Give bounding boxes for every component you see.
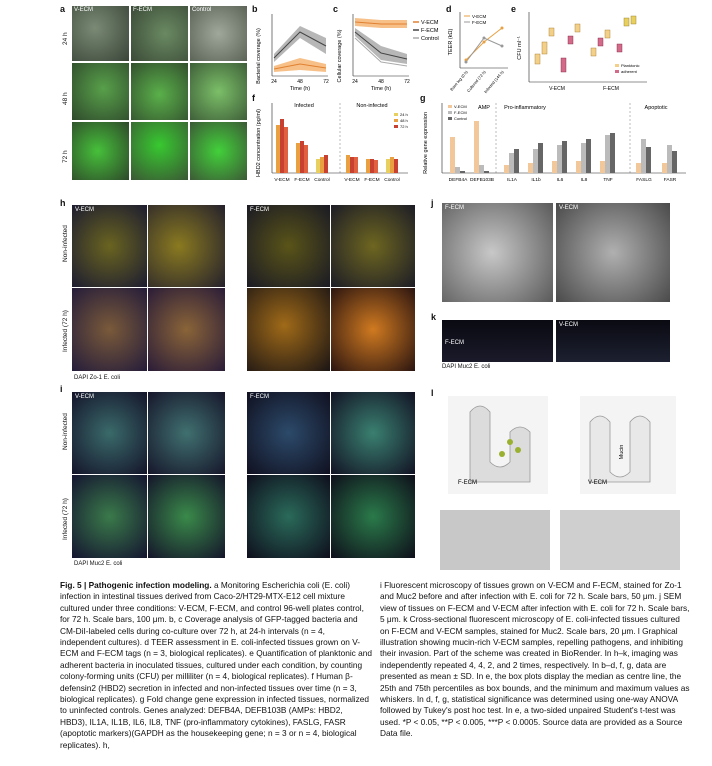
panel-a-col-control: Control [192,7,212,13]
panel-d-chart [446,8,510,100]
panel-f-xtick-3: V-ECM [344,178,360,183]
panel-k-stain-legend: DAPI Muc2 E. coli [442,364,491,370]
panel-a-image-vecm-72h [72,122,129,180]
panel-i-image-vecm-infected-zoom [148,475,225,558]
panel-h-image-fecm-infected [247,288,330,371]
panel-f-label: f [252,93,255,103]
panel-f-xtick-4: F-ECM [364,178,380,183]
caption-right [380,580,690,740]
panel-l-illustration [440,392,680,574]
panel-k-title-fecm: F-ECM [445,340,464,346]
panel-g-legend-control: Control [454,116,467,121]
panel-c-legend-vecm: V-ECM [421,20,439,26]
panel-j-image-fecm [442,203,553,302]
panel-g-section-apoptotic: Apoptotic [644,105,668,111]
panel-h-title-fecm: F-ECM [250,207,269,213]
panel-h-image-vecm-infected-zoom [148,288,225,371]
panel-l-label: l [431,388,434,398]
panel-h-image-fecm-noninfected [247,205,330,287]
panel-a-label: a [60,4,66,14]
panel-e-label: e [511,4,517,14]
panel-f-chart [252,97,412,189]
panel-c-ylabel: Cellular coverage (%) [337,29,343,83]
caption-left-text: a Monitoring Escherichia coli (E. coli) infection in intestinal tissues derived from Caco-2/HT29-MTX-E12 cell mixture cultured under three conditions: V-ECM, F-ECM, and control 96-well plates control, for 72 h. Scale bars, 100 μm. b, c Coverage analysis of GFP-tagged bacteria and CM-DiI-labeled cells during co-culture over 72 h, at 24-h intervals (n = 4, independent cultures). d TEER assessment in E. coli-infected tissues grown on V-ECM and F-ECM tags (n = 3, biological replicates). e Quantification of planktonic and adherent bacteria in inoculated tissues, cultured under each condition, by counting colony-forming units (CFU) per milliliter (n = 4, biological replicates). f Human β-defensin2 (HBD2) secretion in infected and non-infected tissues over time (n = 3, biological replicates). g Fold change gene expression in infected tissues, normalized to uninfected controls. Genes analyzed: DEFB4A, DEFB103B (AMPs: HBD2, HBD3), IL1A, IL1B, IL6, IL8, TNF (pro-inflammatory cytokines), FASLG, FASR (apoptotic markers)(GAPDH as the housekeeping gene; n = 3 or n = 4, biological replicates). h, [60,580,372,750]
panel-h-title-vecm: V-ECM [75,207,95,213]
panel-i-image-fecm-noninfected-zoom [331,392,415,474]
panel-d-xtick-0: Base log (0 h) [448,69,469,92]
panel-g-ylabel: Relative gene expression [423,112,429,174]
panel-i-label: i [60,384,63,394]
panel-d-legend-fecm: F-ECM [472,20,487,25]
panel-a-row-48h: 48 h [62,92,69,105]
panel-c-label: c [333,4,339,14]
panel-i-image-fecm-noninfected [247,392,330,474]
panel-a-row-24h: 24 h [62,32,69,45]
panel-f-xtick-5: Control [384,178,400,183]
panel-j-label: j [431,198,434,208]
panel-e-group-fecm: F-ECM [603,86,619,92]
panel-b-xlabel: Time (h) [289,86,311,92]
panel-c-xtick-48: 48 [378,79,384,85]
caption-heading: Fig. 5 | Pathogenic infection modeling. [60,580,212,590]
panel-g-gene-defb4a: DEFB4A [448,178,468,183]
caption-right-text: i Fluorescent microscopy of tissues grown on V-ECM and F-ECM, stained for Zo-1 and Muc2 before and after infection with E. coli for 72 h. Scale bars, 50 μm. j SEM view of tissues on F-ECM and V-ECM after infection with E. coli for 72 h. Scale bars, 5 μm. k Cross-sectional fluorescent microscopy of E. coli-infected tissues cultured on F-ECM and V-ECM samples, stained for Muc2. Scale bars, 20 μm. l Graphical illustration showing mucin-rich V-ECM samples, repelling pathogens, and inhibiting their invasion. Part of the scheme was created in BioRender. In h–k, imaging was independently repeated 4, 4, 2, and 2 times, respectively. In b–d, f, g, data are presented as mean ± SD. In e, the box plots display the median as centre line, the 25th and 75th percentiles as box bounds, and the minimum and maximum values as whiskers. In d, f, g, statistical significance was determined using one-way ANOVA followed by Tukey's post hoc test. In e, a two-sided unpaired Student's t-test was used. *P < 0.05, **P < 0.005, ***P < 0.0005. Source data are provided as a Source Data file. [380,580,690,739]
panel-k-image-fecm [442,320,553,362]
panel-f-legend-24h: 24 h [400,112,408,117]
panel-d-label: d [446,4,452,14]
panel-g-gene-il8: IL8 [580,178,588,183]
panel-i-image-vecm-noninfected [72,392,147,474]
panel-e-ylabel: CFU ml⁻¹ [517,36,523,60]
panel-f-section-noninfected: Non-infected [356,103,388,109]
panel-g-gene-defb103b: DEFB103B [470,178,494,183]
panel-i-image-vecm-infected [72,475,147,558]
panel-j-title-fecm: F-ECM [445,205,464,211]
panel-a-image-fecm-72h [131,122,188,180]
panel-k-title-vecm: V-ECM [559,322,579,328]
panel-h-image-vecm-infected [72,288,147,371]
panel-f-xtick-0: V-ECM [274,178,290,183]
panel-a-image-fecm-48h [131,63,188,120]
panel-e-legend-planktonic: Planktonic [621,63,640,68]
panel-a-image-fecm-24h [131,6,188,61]
panel-g-chart [420,97,690,189]
panel-a-row-72h: 72 h [62,150,69,163]
panel-c-xtick-24: 24 [352,79,358,85]
panel-i-stain-legend: DAPI Muc2 E. coli [74,561,123,567]
panel-i-row-noninfected: Non-infected [62,413,69,450]
panel-g-label: g [420,93,426,103]
panel-b-ylabel: Bacterial coverage (%) [256,28,262,84]
panel-i-image-vecm-noninfected-zoom [148,392,225,474]
panel-h-image-vecm-noninfected-zoom [148,205,225,287]
panel-g-gene-faslg: FASLG [636,178,652,183]
panel-a-image-control-72h [190,122,247,180]
panel-e-group-vecm: V-ECM [549,86,565,92]
panel-i-image-fecm-infected-zoom [331,475,415,558]
panel-a-image-control-24h [190,6,247,61]
panel-i-image-fecm-infected [247,475,330,558]
panel-l-title-fecm: F-ECM [458,480,477,486]
panel-f-xtick-1: F-ECM [294,178,310,183]
panel-g-gene-tnf: TNF [603,178,613,183]
panel-g-legend-vecm: V-ECM [454,104,467,109]
panel-c-xtick-72: 72 [404,79,410,85]
panel-c-legend-control: Control [421,36,439,42]
panel-j-image-vecm [556,203,670,302]
panel-b-xtick-72: 72 [323,79,329,85]
panel-h-image-fecm-noninfected-zoom [331,205,415,287]
panel-g-section-amp: AMP [478,105,490,111]
panel-h-label: h [60,198,66,208]
panel-h-row-noninfected: Non-infected [62,225,69,262]
panel-g-gene-il1b: IL1b [531,178,541,183]
panel-g-gene-fasr: FASR [663,178,677,183]
panel-h-stain-legend: DAPI Zo-1 E. coli [74,375,121,381]
panel-a-col-fecm: F-ECM [133,7,152,13]
panel-a-image-vecm-24h [72,6,129,61]
panel-g-gene-il1a: IL1A [507,178,517,183]
panel-h-image-fecm-infected-zoom [331,288,415,371]
panel-f-legend-72h: 72 h [400,124,408,129]
panel-e-chart [511,8,651,94]
panel-f-section-infected: Infected [294,103,314,109]
panel-k-label: k [431,312,437,322]
panel-e-legend-adherent: adherent [621,69,637,74]
panel-c-xlabel: Time (h) [370,86,392,92]
panel-i-title-fecm: F-ECM [250,394,269,400]
panel-d-legend-vecm: V-ECM [472,14,487,19]
panel-c-chart [333,8,445,93]
panel-d-ylabel: TEER (kΩ) [448,28,454,56]
panel-b-label: b [252,4,258,14]
panel-h-image-vecm-noninfected [72,205,147,287]
panel-d-xtick-2: Infected (144 h) [482,69,505,95]
panel-f-ylabel: HBD2 concentration (pg/ml) [256,109,262,177]
panel-l-mucin-label: Mucin [619,444,625,460]
panel-k-image-vecm [556,320,670,362]
panel-j-title-vecm: V-ECM [559,205,579,211]
panel-d-xtick-1: Cultured (72 h) [465,69,487,94]
caption-left [60,580,372,751]
panel-g-legend-fecm: F-ECM [454,110,467,115]
panel-g-section-proinflammatory: Pro-inflammatory [504,105,546,111]
panel-h-row-infected: Infected (72 h) [62,310,69,352]
panel-a-image-vecm-48h [72,63,129,120]
panel-l-title-vecm: V-ECM [588,480,608,486]
panel-b-xtick-24: 24 [271,79,277,85]
panel-f-xtick-2: Control [314,178,330,183]
panel-i-title-vecm: V-ECM [75,394,95,400]
panel-i-row-infected: Infected (72 h) [62,498,69,540]
panel-a-col-vecm: V-ECM [74,7,94,13]
panel-f-legend-48h: 48 h [400,118,408,123]
panel-b-xtick-48: 48 [297,79,303,85]
panel-a-image-control-48h [190,63,247,120]
panel-c-legend-fecm: F-ECM [421,28,439,34]
panel-b-chart [252,8,332,93]
panel-g-gene-il6: IL6 [556,178,564,183]
